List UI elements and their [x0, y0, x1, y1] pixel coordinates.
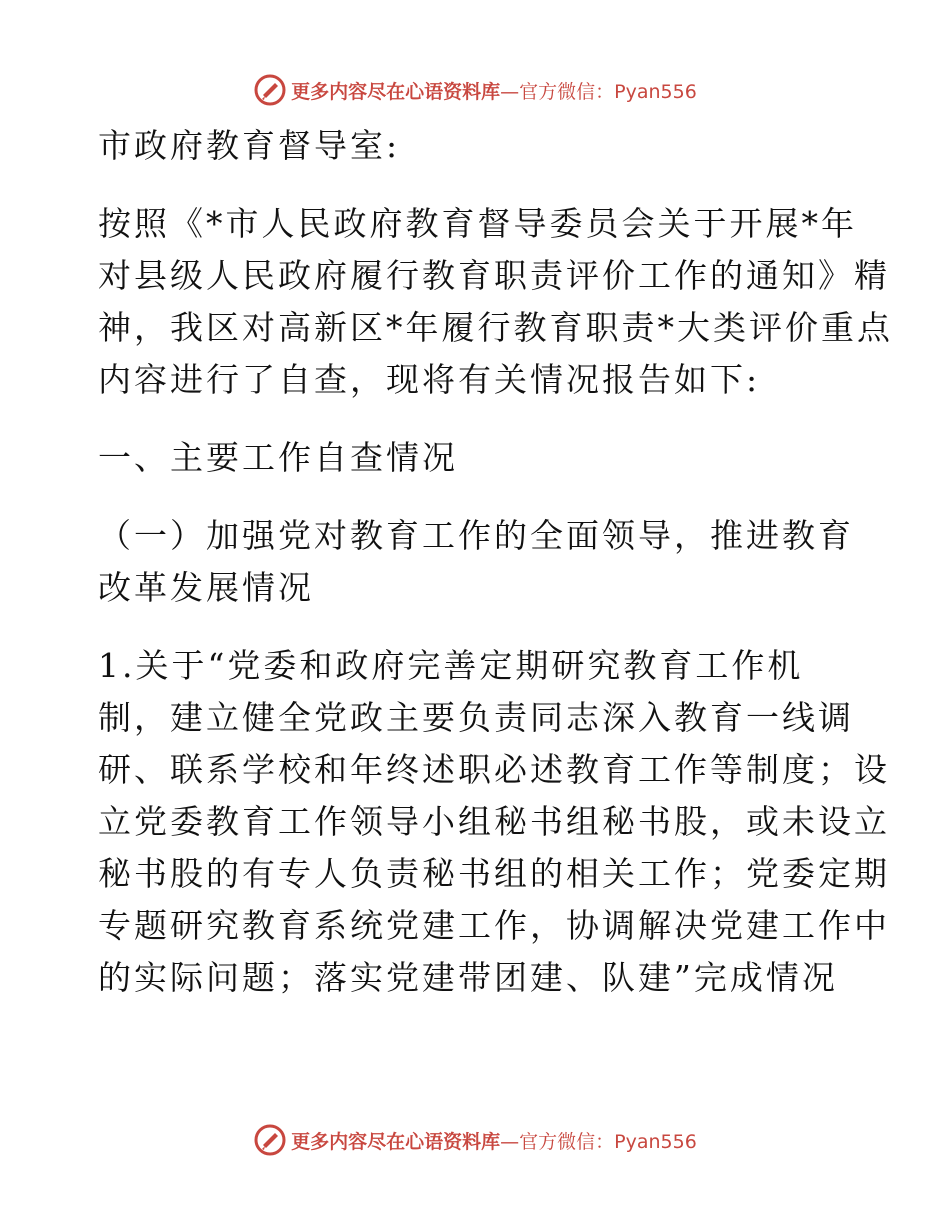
heading-section-1 — [98, 432, 858, 484]
logo-icon — [253, 1123, 287, 1157]
paragraph-item-1 — [98, 640, 890, 1004]
watermark-contact-text: 官方微信：Pyan556 — [519, 80, 697, 103]
text-line: 立党委教育工作领导小组秘书组秘书股，或未设立 — [98, 802, 890, 841]
watermark-separator: — — [500, 1130, 520, 1153]
text-line: 1.关于“党委和政府完善定期研究教育工作机 — [98, 646, 804, 685]
text-line: 制，建立健全党政主要负责同志深入教育一线调 — [98, 698, 854, 737]
text-line: 神，我区对高新区*年履行教育职责*大类评价重点 — [98, 308, 893, 347]
watermark-text — [291, 1127, 697, 1154]
text-line: （一）加强党对教育工作的全面领导，推进教育 — [98, 516, 854, 555]
watermark-site-text: 更多内容尽在心语资料库 — [291, 1130, 501, 1153]
text-line: 秘书股的有专人负责秘书组的相关工作；党委定期 — [98, 854, 890, 893]
logo-icon — [253, 73, 287, 107]
text-line: 市政府教育督导室: — [98, 126, 401, 165]
text-line: 内容进行了自查，现将有关情况报告如下: — [98, 360, 761, 399]
text-line: 专题研究教育系统党建工作，协调解决党建工作中 — [98, 906, 890, 945]
paragraph-salutation — [98, 120, 858, 172]
document-body — [98, 120, 893, 1004]
text-line: 按照《*市人民政府教育督导委员会关于开展*年 — [98, 204, 857, 243]
watermark-banner-bottom — [0, 1120, 950, 1160]
heading-subsection-1 — [98, 510, 858, 614]
paragraph-intro — [98, 198, 893, 406]
watermark-text — [291, 77, 697, 104]
watermark-site-text: 更多内容尽在心语资料库 — [291, 80, 501, 103]
watermark-separator: — — [500, 80, 520, 103]
text-line: 的实际问题；落实党建带团建、队建”完成情况 — [98, 958, 838, 997]
text-line: 对县级人民政府履行教育职责评价工作的通知》精 — [98, 256, 890, 295]
watermark-banner-top — [0, 70, 950, 110]
text-line: 改革发展情况 — [98, 568, 314, 607]
text-line: 一、主要工作自查情况 — [98, 438, 458, 477]
watermark-contact-text: 官方微信：Pyan556 — [519, 1130, 697, 1153]
text-line: 研、联系学校和年终述职必述教育工作等制度；设 — [98, 750, 890, 789]
